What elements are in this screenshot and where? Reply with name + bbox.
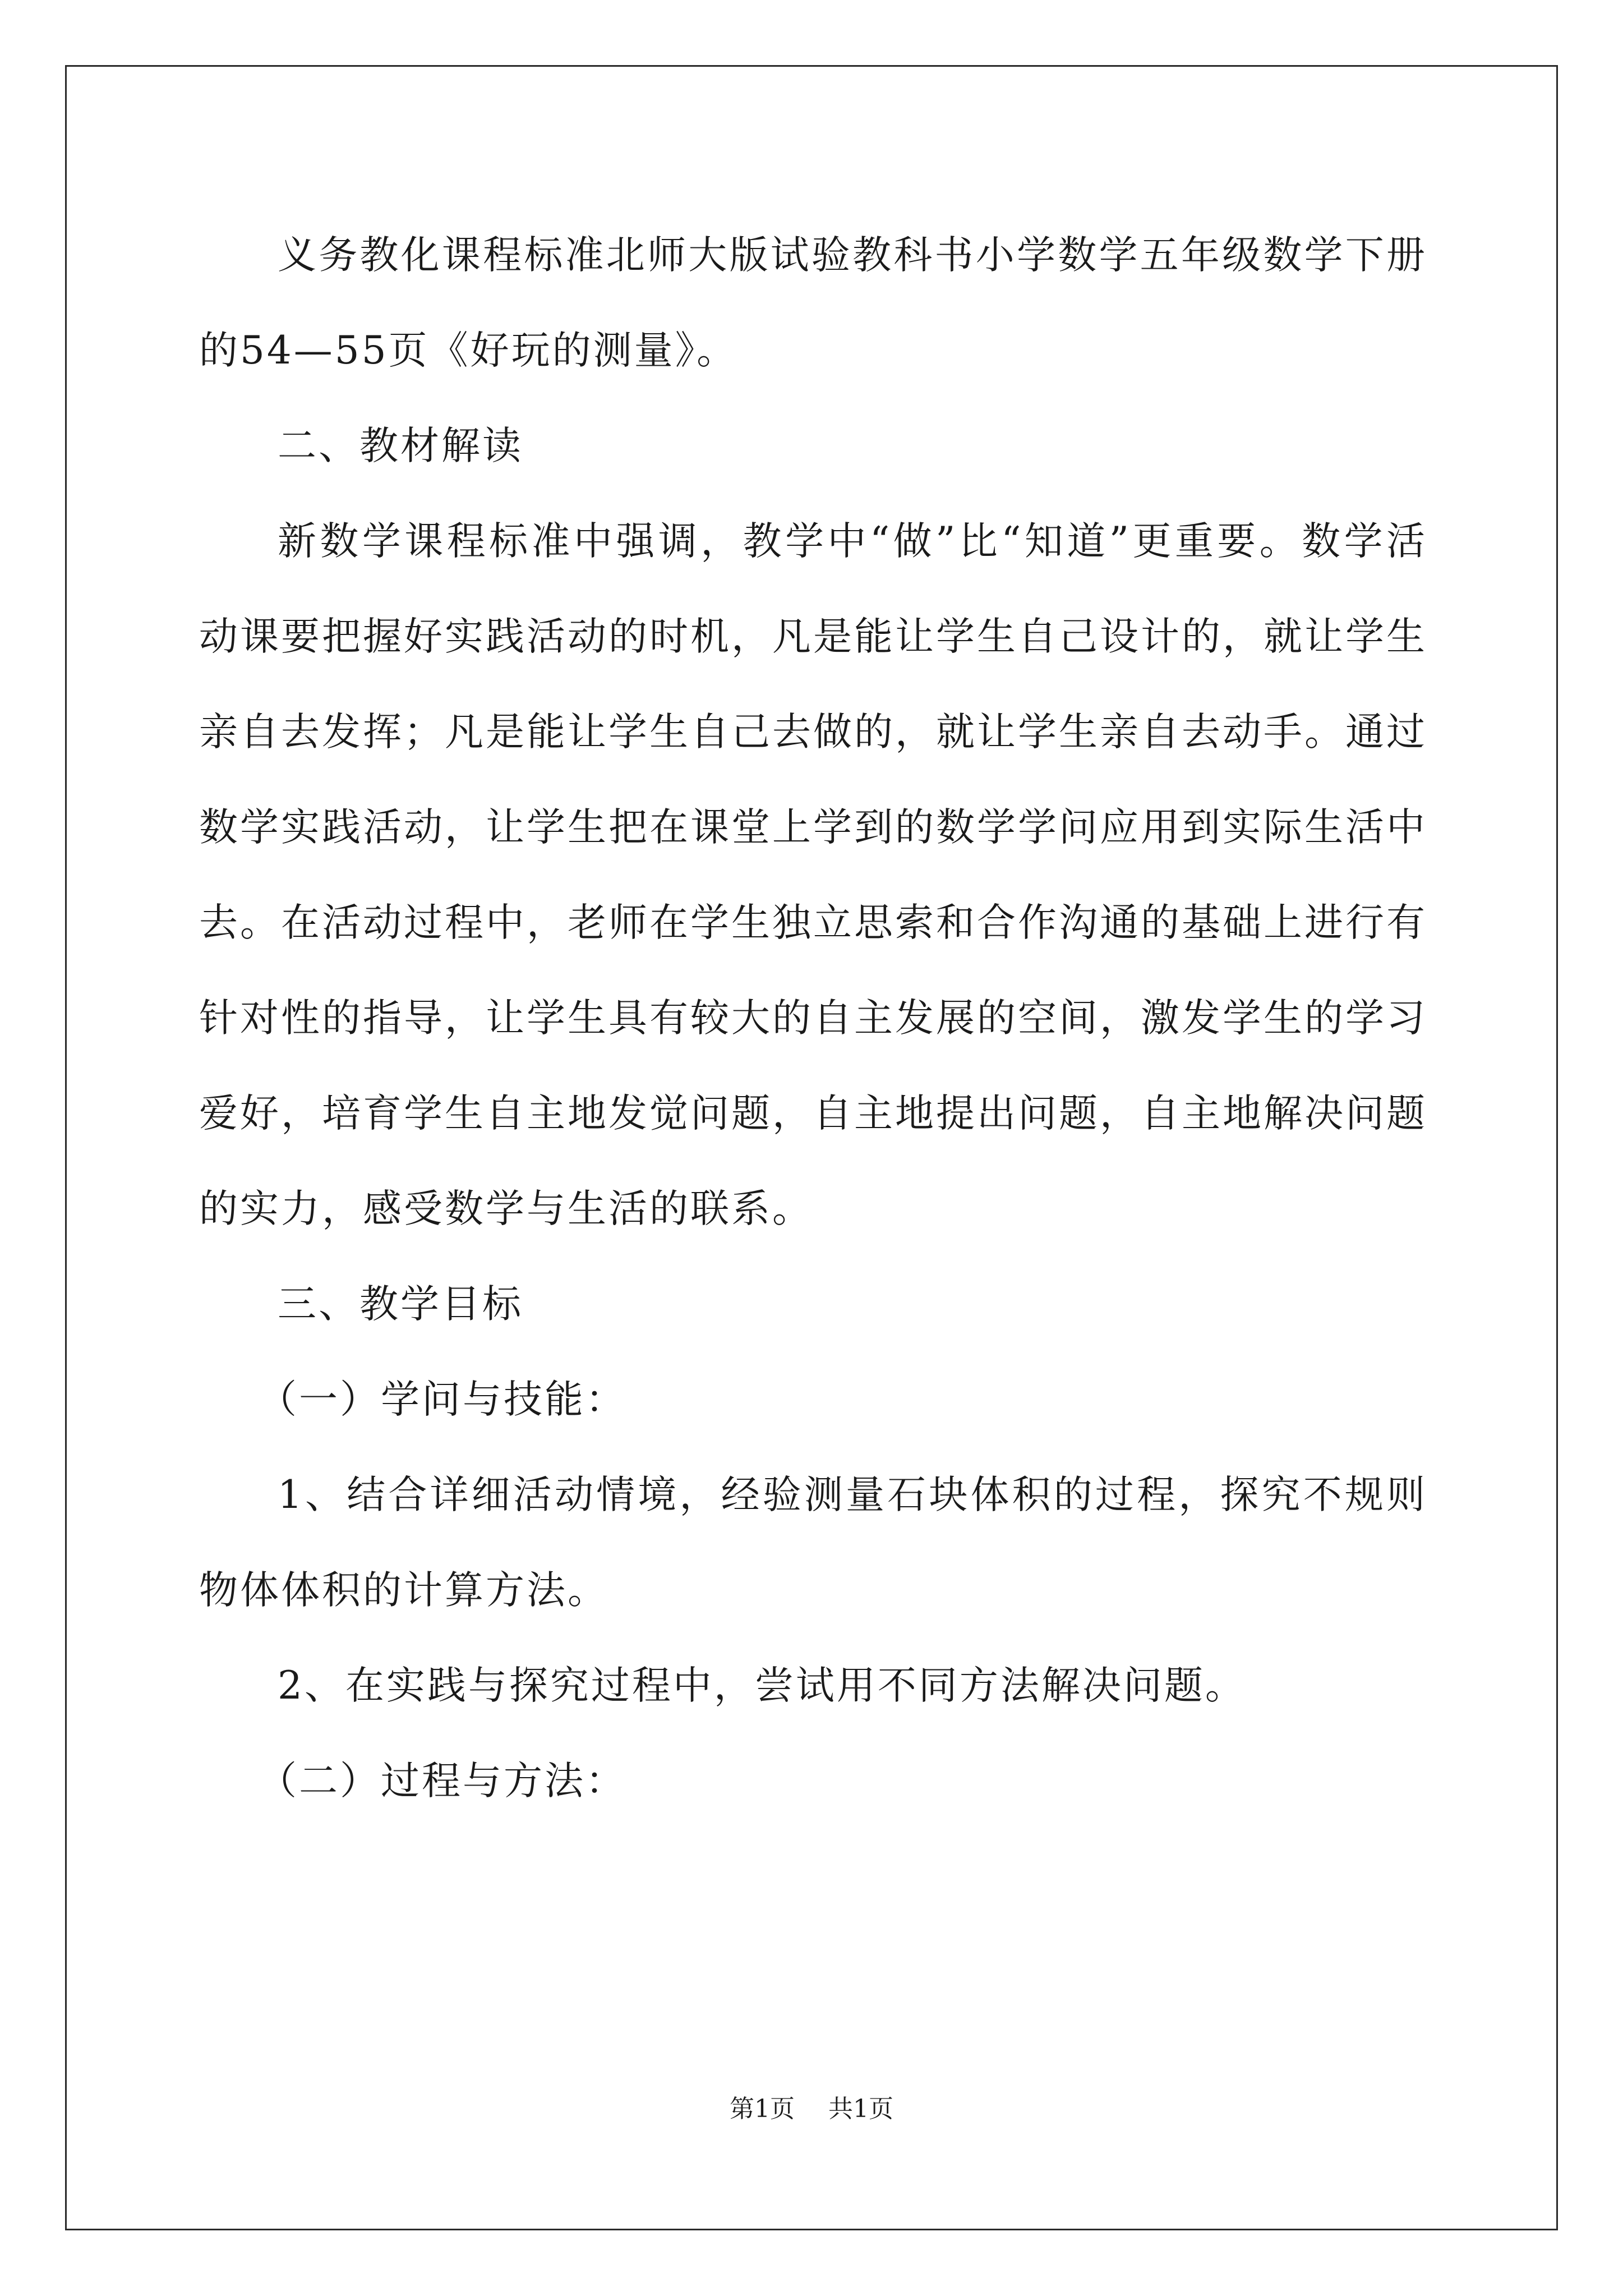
textbook-analysis-paragraph: 新数学课程标准中强调，教学中“做”比“知道”更重要。数学活动课要把握好实践活动的时机，凡是能让学生自己设计的，就让学生亲自去发挥；凡是能让学生自己去做的，就让学生亲自去动手。通过数学实践活动，让学生把在课堂上学到的数学学问应用到实际生活中去。在活动过程中，老师在学生独立思索和合作沟通的基础上进行有针对性的指导，让学生具有较大的自主发展的空间，激发学生的学习爱好，培育学生自主地发觉问题，自主地提出问题，自主地解决问题的实力，感受数学与生活的联系。 bbox=[199, 519, 1427, 1231]
page-footer bbox=[0, 2092, 1623, 2126]
subheading-process-methods: （二）过程与方法： bbox=[258, 1759, 626, 1803]
subheading-knowledge-skills: （一）学问与技能： bbox=[258, 1377, 626, 1422]
page-number: 第1页 bbox=[730, 2095, 795, 2123]
page-total: 共1页 bbox=[828, 2095, 893, 2123]
document-body bbox=[199, 208, 1427, 1829]
section-heading-textbook-analysis: 二、教材解读 bbox=[278, 424, 523, 468]
section-heading-teaching-goals: 三、教学目标 bbox=[278, 1282, 523, 1327]
intro-paragraph: 义务教化课程标准北师大版试验教科书小学数学五年级数学下册的54—55页《好玩的测量》。 bbox=[199, 233, 1427, 373]
goal-item-1: 1、结合详细活动情境，经验测量石块体积的过程，探究不规则物体体积的计算方法。 bbox=[199, 1473, 1427, 1613]
goal-item-2: 2、在实践与探究过程中，尝试用不同方法解决问题。 bbox=[278, 1663, 1246, 1708]
